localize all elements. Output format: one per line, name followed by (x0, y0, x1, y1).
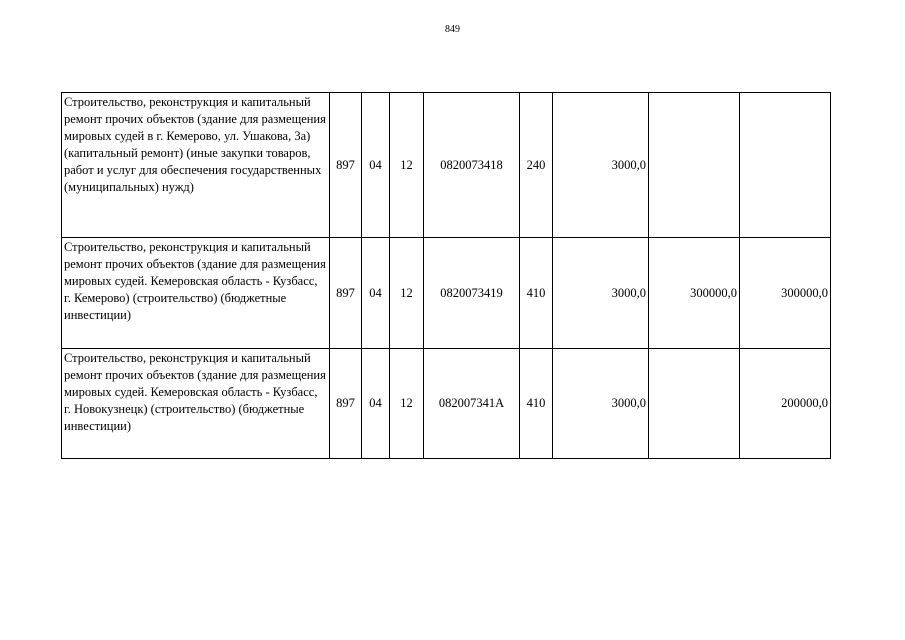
amount-year1-cell: 3000,0 (553, 349, 649, 459)
section-code-cell: 04 (362, 93, 390, 238)
subsection-code-cell: 12 (390, 349, 424, 459)
budget-table (61, 92, 831, 459)
amount-year3-cell: 300000,0 (740, 238, 831, 349)
table-row (62, 238, 831, 349)
expense-type-cell: 410 (520, 238, 553, 349)
amount-year1-cell: 3000,0 (553, 93, 649, 238)
expense-type-cell: 240 (520, 93, 553, 238)
description-cell: Строительство, реконструкция и капитальный ремонт прочих объектов (здание для размещения мировых судей. Кемеровская область - Кузбасс, г. Кемерово) (строительство) (бюджетные инвестиции) (62, 238, 330, 349)
ministry-code-cell: 897 (330, 93, 362, 238)
table-row (62, 349, 831, 459)
section-code-cell: 04 (362, 238, 390, 349)
target-article-cell: 0820073418 (424, 93, 520, 238)
amount-year3-cell: 200000,0 (740, 349, 831, 459)
description-cell: Строительство, реконструкция и капитальный ремонт прочих объектов (здание для размещения мировых судей в г. Кемерово, ул. Ушакова, 3а) (капитальный ремонт) (иные закупки товаров, работ и услуг для обеспечения государственных (муниципальных) нужд) (62, 93, 330, 238)
target-article-cell: 082007341A (424, 349, 520, 459)
subsection-code-cell: 12 (390, 93, 424, 238)
amount-year3-cell (740, 93, 831, 238)
ministry-code-cell: 897 (330, 349, 362, 459)
amount-year2-cell: 300000,0 (649, 238, 740, 349)
amount-year2-cell (649, 93, 740, 238)
subsection-code-cell: 12 (390, 238, 424, 349)
ministry-code-cell: 897 (330, 238, 362, 349)
description-cell: Строительство, реконструкция и капитальный ремонт прочих объектов (здание для размещения мировых судей. Кемеровская область - Кузбасс, г. Новокузнецк) (строительство) (бюджетные инвестиции) (62, 349, 330, 459)
page-number: 849 (445, 24, 460, 35)
amount-year1-cell: 3000,0 (553, 238, 649, 349)
target-article-cell: 0820073419 (424, 238, 520, 349)
amount-year2-cell (649, 349, 740, 459)
section-code-cell: 04 (362, 349, 390, 459)
expense-type-cell: 410 (520, 349, 553, 459)
table-row (62, 93, 831, 238)
